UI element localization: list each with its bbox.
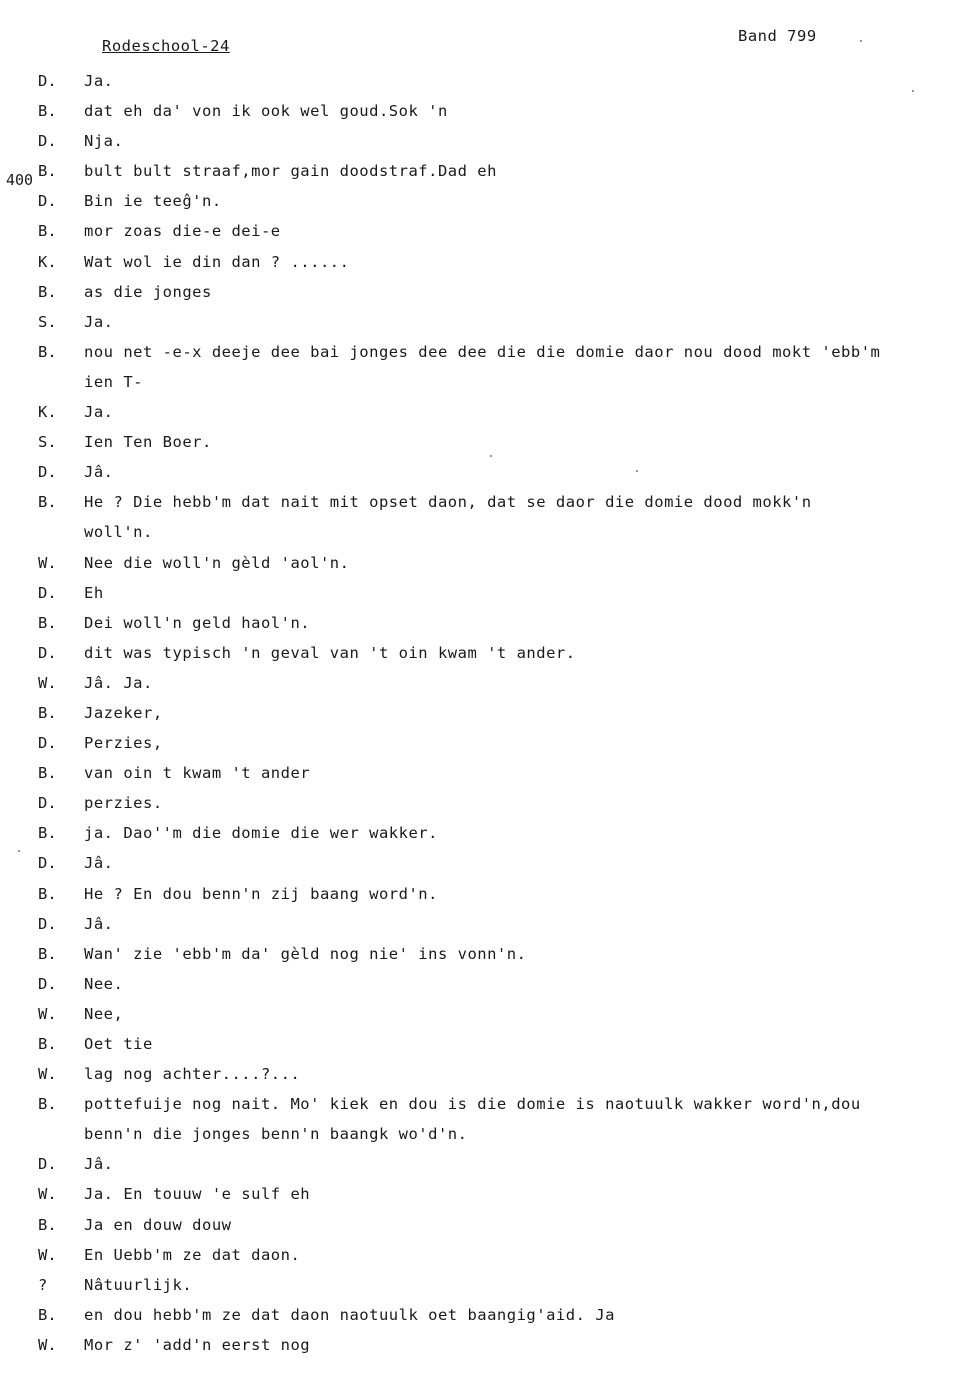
- speaker-label: B.: [38, 493, 57, 512]
- utterance-text: Jâ.: [84, 1155, 114, 1174]
- utterance-text: Nee,: [84, 1004, 124, 1023]
- speaker-label: D.: [38, 854, 57, 873]
- transcript-line: [0, 939, 979, 969]
- utterance-text: Dei woll'n geld haol'n.: [84, 613, 311, 632]
- utterance-text: Nee.: [84, 974, 124, 993]
- utterance-text: Jazeker,: [84, 703, 163, 722]
- speaker-label: D.: [38, 192, 57, 211]
- transcript-line: [0, 1089, 979, 1119]
- transcript-line: [0, 216, 979, 246]
- speaker-label: B.: [38, 703, 57, 722]
- speaker-label: W.: [38, 1185, 57, 1204]
- utterance-text: nou net -e-x deeje dee bai jonges dee dee die die domie daor nou dood mokt 'ebb'm: [84, 342, 881, 361]
- transcript-line: [0, 698, 979, 728]
- utterance-text: Nja.: [84, 132, 124, 151]
- speaker-label: D.: [38, 583, 57, 602]
- transcript-line: [0, 578, 979, 608]
- utterance-text: Ja en douw douw: [84, 1215, 232, 1234]
- speaker-label: B.: [38, 944, 57, 963]
- transcript-continuation-line: [0, 1119, 979, 1149]
- transcript-line: [0, 548, 979, 578]
- transcript-line: [0, 487, 979, 517]
- transcript-continuation-line: [0, 367, 979, 397]
- utterance-text: Wan' zie 'ebb'm da' gèld nog nie' ins vonn'n.: [84, 944, 527, 963]
- speaker-label: W.: [38, 1065, 57, 1084]
- transcript-continuation-line: [0, 517, 979, 547]
- transcript-line: [0, 1210, 979, 1240]
- speaker-label: B.: [38, 1095, 57, 1114]
- transcript-line: [0, 156, 979, 186]
- transcript-line: [0, 126, 979, 156]
- transcript-line: [0, 427, 979, 457]
- scan-speck: [636, 470, 638, 472]
- utterance-text: pottefuije nog nait. Mo' kiek en dou is die domie is naotuulk wakker word'n,dou: [84, 1095, 861, 1114]
- speaker-label: D.: [38, 914, 57, 933]
- speaker-label: D.: [38, 643, 57, 662]
- utterance-text: mor zoas die-e dei-e: [84, 222, 281, 241]
- utterance-text: en dou hebb'm ze dat daon naotuulk oet baangig'aid. Ja: [84, 1305, 615, 1324]
- speaker-label: B.: [38, 1215, 57, 1234]
- utterance-text: woll'n.: [84, 523, 153, 542]
- transcript-line: [0, 1240, 979, 1270]
- speaker-label: D.: [38, 794, 57, 813]
- speaker-label: W.: [38, 1335, 57, 1354]
- utterance-text: Oet tie: [84, 1035, 153, 1053]
- utterance-text: ien T-: [84, 372, 143, 391]
- transcript-line: [0, 1300, 979, 1330]
- speaker-label: K.: [38, 403, 57, 422]
- transcript-line: [0, 758, 979, 788]
- speaker-label: D.: [38, 734, 57, 753]
- transcript-line: [0, 879, 979, 909]
- speaker-label: W.: [38, 1004, 57, 1023]
- transcript-line: [0, 1179, 979, 1209]
- transcript-line: [0, 969, 979, 999]
- speaker-label: D.: [38, 132, 57, 151]
- transcript-line: [0, 1149, 979, 1179]
- utterance-text: dat eh da' von ik ook wel goud.Sok 'n: [84, 102, 448, 121]
- speaker-label: S.: [38, 312, 57, 331]
- utterance-text: Bin ie teeĝ'n.: [84, 192, 222, 211]
- transcript-line: [0, 848, 979, 878]
- transcript-line: [0, 1059, 979, 1089]
- utterance-text: benn'n die jonges benn'n baangk wo'd'n.: [84, 1125, 468, 1144]
- utterance-text: Wat wol ie din dan ? ......: [84, 252, 350, 271]
- utterance-text: Ja.: [84, 72, 114, 90]
- transcript-line: [0, 668, 979, 698]
- speaker-label: B.: [38, 1305, 57, 1324]
- utterance-text: Jâ.: [84, 463, 114, 482]
- speaker-label: B.: [38, 1035, 57, 1053]
- utterance-text: Nee die woll'n gèld 'aol'n.: [84, 553, 350, 572]
- utterance-text: Ja.: [84, 403, 114, 422]
- transcript-line: [0, 186, 979, 216]
- speaker-label: S.: [38, 433, 57, 452]
- utterance-text: Mor z' 'add'n eerst nog: [84, 1335, 311, 1354]
- transcript-line: [0, 457, 979, 487]
- utterance-text: Ja. En touuw 'e sulf eh: [84, 1185, 311, 1204]
- page-title: Rodeschool-24: [102, 37, 230, 55]
- speaker-label: D.: [38, 72, 57, 90]
- utterance-text: Ien Ten Boer.: [84, 433, 212, 452]
- transcript-line: [0, 1270, 979, 1300]
- utterance-text: ja. Dao''m die domie die wer wakker.: [84, 824, 438, 843]
- utterance-text: perzies.: [84, 794, 163, 813]
- utterance-text: Ja.: [84, 312, 114, 331]
- transcript-line: [0, 96, 979, 126]
- utterance-text: bult bult straaf,mor gain doodstraf.Dad eh: [84, 162, 497, 181]
- transcript-line: [0, 1029, 979, 1059]
- utterance-text: He ? En dou benn'n zij baang word'n.: [84, 884, 438, 903]
- speaker-label: B.: [38, 613, 57, 632]
- transcript-line: [0, 788, 979, 818]
- speaker-label: W.: [38, 673, 57, 692]
- utterance-text: Jâ.: [84, 914, 114, 933]
- transcript-line: [0, 608, 979, 638]
- transcript: [0, 66, 979, 1360]
- speaker-label: K.: [38, 252, 57, 271]
- utterance-text: lag nog achter....?...: [84, 1065, 301, 1084]
- utterance-text: En Uebb'm ze dat daon.: [84, 1245, 301, 1264]
- transcript-line: [0, 999, 979, 1029]
- utterance-text: van oin t kwam 't ander: [84, 764, 311, 783]
- transcript-line: [0, 277, 979, 307]
- utterance-text: dit was typisch 'n geval van 't oin kwam 't ander.: [84, 643, 576, 662]
- transcript-line: [0, 818, 979, 848]
- utterance-text: Jâ.: [84, 854, 114, 873]
- transcript-line: [0, 397, 979, 427]
- speaker-label: B.: [38, 824, 57, 843]
- margin-counter-note: 400: [6, 171, 34, 189]
- speaker-label: W.: [38, 1245, 57, 1264]
- transcript-line: [0, 307, 979, 337]
- speaker-label: B.: [38, 222, 57, 241]
- speaker-label: D.: [38, 974, 57, 993]
- speaker-label: ?: [38, 1275, 48, 1294]
- utterance-text: He ? Die hebb'm dat nait mit opset daon, dat se daor die domie dood mokk'n: [84, 493, 812, 512]
- transcript-line: [0, 909, 979, 939]
- transcript-line: [0, 66, 979, 96]
- utterance-text: Jâ. Ja.: [84, 673, 153, 692]
- transcript-line: [0, 247, 979, 277]
- speaker-label: B.: [38, 282, 57, 301]
- utterance-text: Perzies,: [84, 734, 163, 753]
- speaker-label: D.: [38, 463, 57, 482]
- band-number: Band 799: [738, 27, 817, 45]
- transcript-line: [0, 1330, 979, 1360]
- scan-speck: [18, 850, 20, 852]
- scan-speck: [860, 40, 862, 42]
- speaker-label: B.: [38, 162, 57, 181]
- speaker-label: B.: [38, 342, 57, 361]
- speaker-label: D.: [38, 1155, 57, 1174]
- speaker-label: B.: [38, 884, 57, 903]
- utterance-text: Eh: [84, 583, 104, 602]
- speaker-label: B.: [38, 764, 57, 783]
- speaker-label: B.: [38, 102, 57, 121]
- utterance-text: Nâtuurlijk.: [84, 1275, 193, 1294]
- scan-speck: [912, 90, 914, 92]
- transcript-line: [0, 728, 979, 758]
- utterance-text: as die jonges: [84, 282, 212, 301]
- transcript-line: [0, 337, 979, 367]
- speaker-label: W.: [38, 553, 57, 572]
- transcript-line: [0, 638, 979, 668]
- scan-speck: [490, 455, 492, 457]
